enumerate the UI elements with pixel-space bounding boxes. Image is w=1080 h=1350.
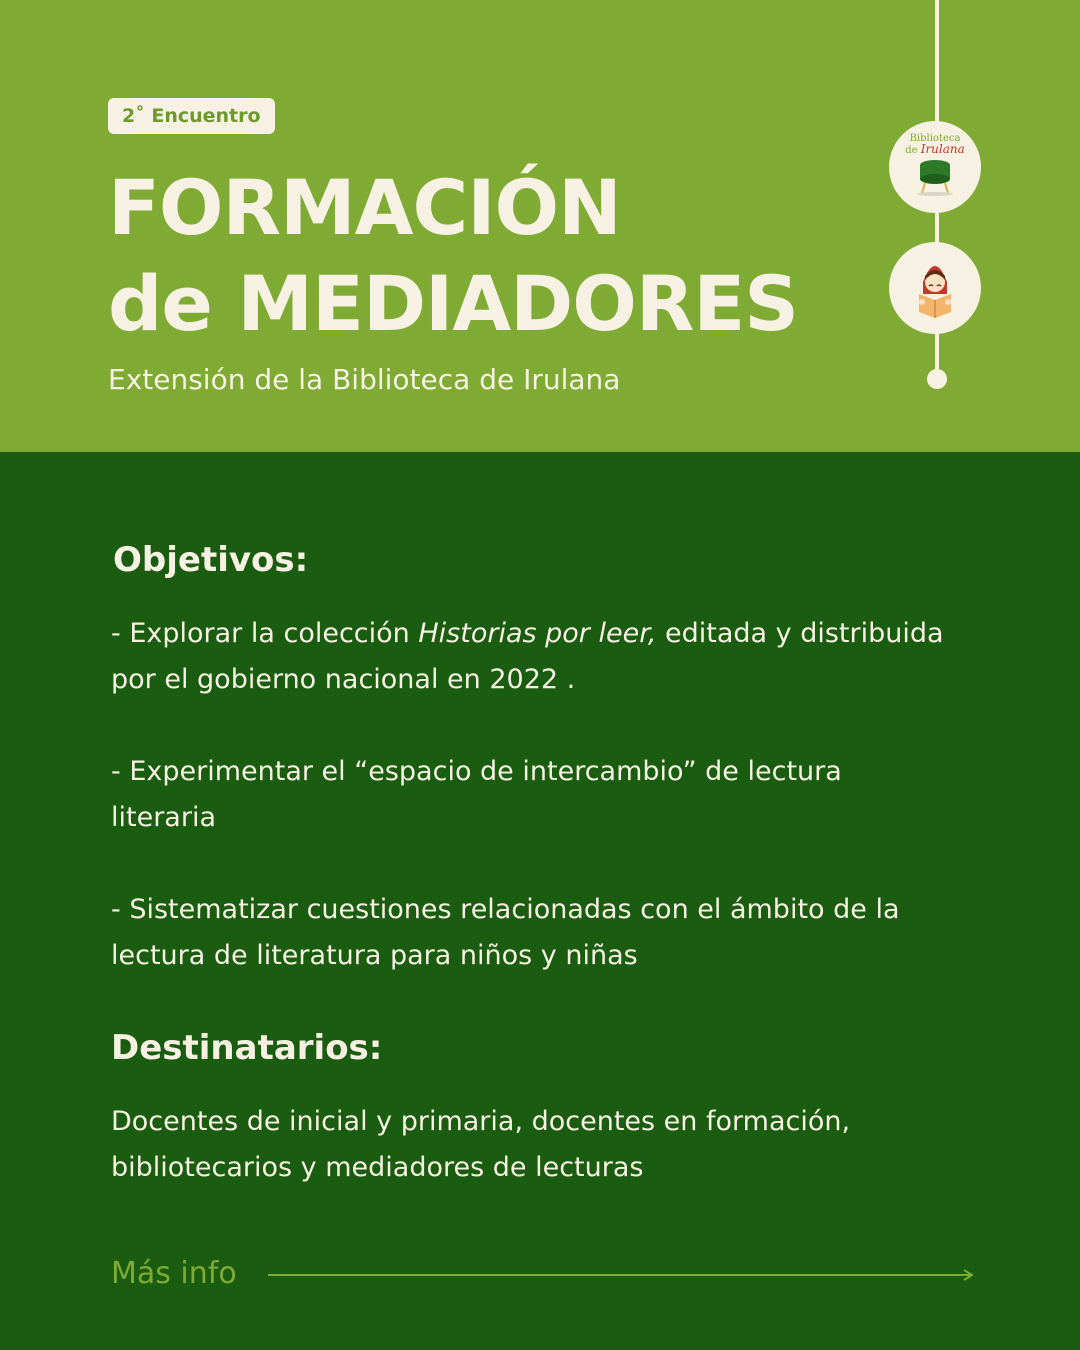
girl-reading-book-icon <box>889 242 981 334</box>
page-title <box>108 160 798 352</box>
destinatarios-heading: Destinatarios: <box>111 1028 383 1068</box>
reader-illustration <box>889 242 981 334</box>
title-line-2: de MEDIADORES <box>108 259 798 348</box>
timeline-dot <box>927 369 947 389</box>
biblioteca-irulana-logo-icon <box>889 121 981 213</box>
objetivos-heading: Objetivos: <box>113 540 309 580</box>
objetivo-item-3: - Sistematizar cuestiones relacionadas con el ámbito de la lectura de literatura para niños y niñas <box>111 894 900 971</box>
page-subtitle: Extensión de la Biblioteca de Irulana <box>108 363 621 396</box>
destinatarios-text: Docentes de inicial y primaria, docentes en formación, bibliotecarios y mediadores de lecturas <box>111 1106 851 1183</box>
title-line-1: FORMACIÓN <box>108 163 621 252</box>
objetivo-item-1: - Explorar la colección Historias por leer, editada y distribuida por el gobierno nacional en 2022 . <box>111 618 944 695</box>
objetivo-item-2: - Experimentar el “espacio de intercambio” de lectura literaria <box>111 756 842 833</box>
stool-icon <box>889 121 981 213</box>
encuentro-badge: 2˚ Encuentro <box>108 98 275 134</box>
arrow-right-icon[interactable] <box>268 1266 974 1284</box>
logo-text: Biblioteca de Irulana <box>905 133 965 156</box>
mas-info-link[interactable]: Más info <box>111 1256 237 1291</box>
header-section <box>0 0 1080 452</box>
